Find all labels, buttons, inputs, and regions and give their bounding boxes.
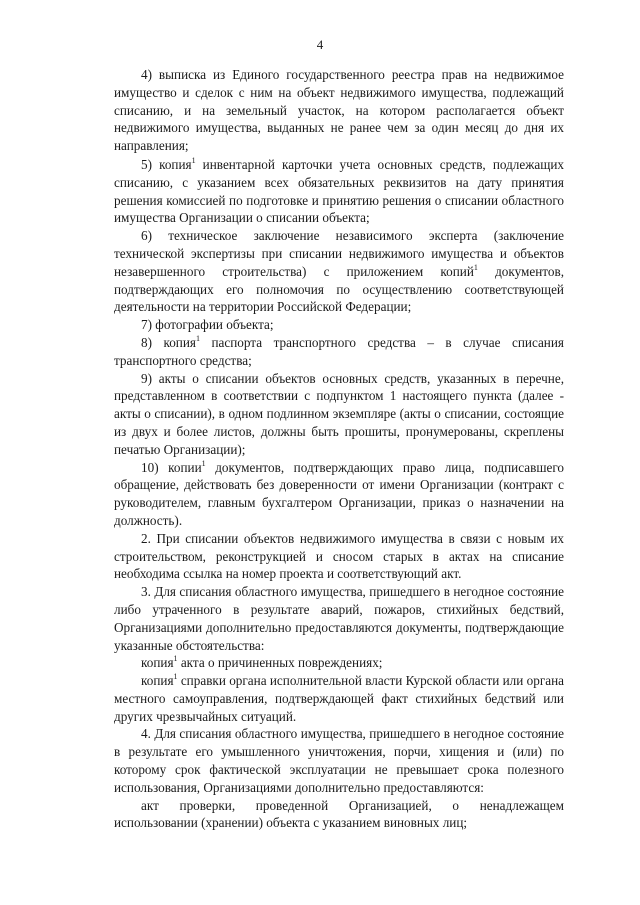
footnote-marker: 1 <box>173 654 178 664</box>
section-3-item-1: копия$^1$ акта о причиненных повреждениях; <box>141 654 383 671</box>
footnote-marker: 1 <box>201 458 206 468</box>
list-item-10: 10) копии$^1$ документов, подтверждающих право лица, подписавшего обращение, действовать без доверенности от имени Организации (контракт с руководителем, главным бухгалтером Организации, приказ о назначении на должность). <box>114 458 564 528</box>
footnote-marker: 1 <box>191 155 196 165</box>
section-3: 3. Для списания областного имущества, пришедшего в негодное состояние либо утраченного в результате аварий, пожаров, стихийных бедствий, Организациями дополнительно предоставляются документы, подтверждающие указанные обстоятельства: <box>114 584 564 653</box>
section-4-item-1: акт проверки, проведенной Организацией, о ненадлежащем использовании (хранении) объекта с указанием виновных лиц; <box>114 797 564 831</box>
section-4: 4. Для списания областного имущества, пришедшего в негодное состояние в результате его умышленного уничтожения, порчи, хищения и (или) по которому срок фактической эксплуатации не превышает срока полезного использования, Организациями дополнительно предоставляются: <box>114 726 564 795</box>
section-3-item-2: копия$^1$ справки органа исполнительной власти Курской области или органа местного самоуправления, подтверждающей факт стихийных бедствий или других чрезвычайных ситуаций. <box>114 672 564 724</box>
list-item-9: 9) акты о списании объектов основных средств, указанных в перечне, представленном в соответствии с подпунктом 1 настоящего пункта (далее - акты о списании), в одном подлинном экземпляре (акты о списании, состоящие из двух и более листов, должны быть прошиты, пронумерованы, скреплены печатью Организации); <box>114 370 564 457</box>
list-item-8: 8) копия$^1$ паспорта транспортного средства – в случае списания транспортного средства; <box>114 333 564 368</box>
footnote-marker: 1 <box>173 672 178 682</box>
section-2: 2. При списании объектов недвижимого имущества в связи с новым их строительством, реконструкцией и сносом старых в актах на списание необходима ссылка на номер проекта и соответствующий акт. <box>114 530 564 582</box>
document-body <box>114 66 564 832</box>
list-item-6: 6) техническое заключение независимого эксперта (заключение технической экспертизы при списании недвижимого имущества и объектов незавершенного строительства) с приложением копий$^1$ документов, подтверждающих его полномочия по осуществлению соответствующей деятельности на территории Российской Федерации; <box>114 228 564 315</box>
list-item-7: 7) фотографии объекта; <box>141 317 274 333</box>
footnote-marker: 1 <box>473 262 478 272</box>
footnote-marker: 1 <box>195 333 200 343</box>
list-item-5: 5) копия$^1$ инвентарной карточки учета основных средств, подлежащих списанию, с указанием всех обязательных реквизитов на дату принятия решения комиссией по подготовке и принятию решения о списании областного имущества Организации о списании объекта; <box>114 155 564 226</box>
list-item-4: 4) выписка из Единого государственного реестра прав на недвижимое имущество и сделок с ним на объект недвижимого имущества, подлежащий списанию, и на земельный участок, на котором располагается объект недвижимого имущества, выданных не ранее чем за один месяц до дня их направления; <box>114 67 564 154</box>
page-number: 4 <box>316 37 324 52</box>
